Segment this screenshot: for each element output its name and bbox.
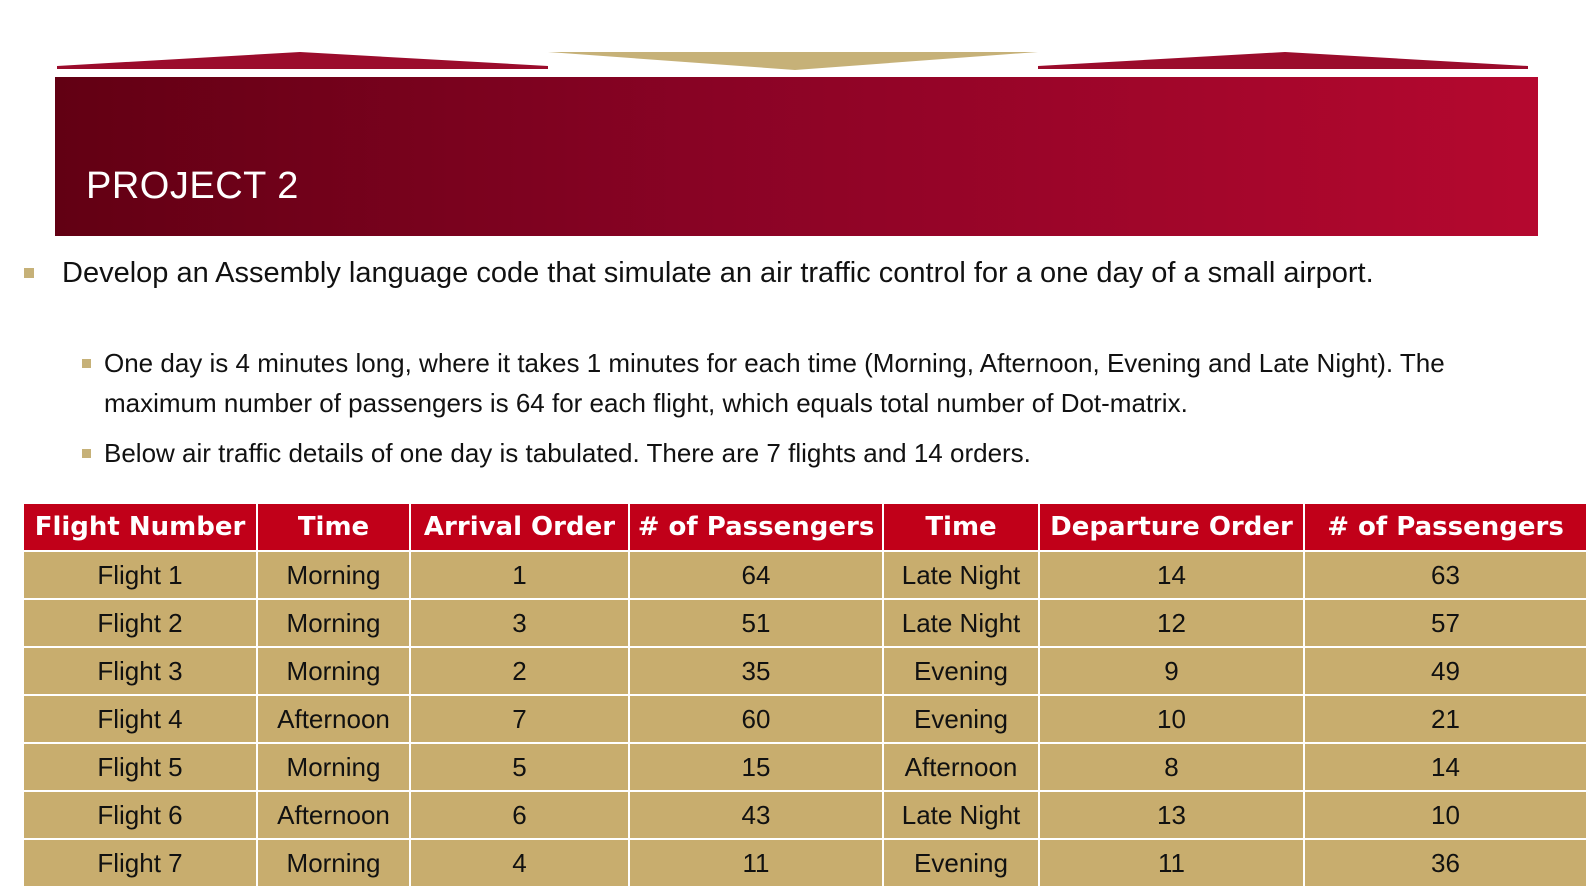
cell: 5 bbox=[410, 743, 629, 791]
cell: 13 bbox=[1039, 791, 1304, 839]
cell: Flight 6 bbox=[23, 791, 257, 839]
cell: 8 bbox=[1039, 743, 1304, 791]
cell: Late Night bbox=[883, 551, 1039, 599]
cell: Late Night bbox=[883, 791, 1039, 839]
header-decoration bbox=[0, 0, 1592, 80]
cell: Flight 4 bbox=[23, 695, 257, 743]
header-departure-time: Time bbox=[883, 503, 1039, 551]
cell: Morning bbox=[257, 647, 410, 695]
cell: Flight 7 bbox=[23, 839, 257, 887]
header-departure-order: Departure Order bbox=[1039, 503, 1304, 551]
sub-bullet-square-icon bbox=[82, 449, 91, 458]
cell: 10 bbox=[1304, 791, 1587, 839]
cell: 21 bbox=[1304, 695, 1587, 743]
table-header-row bbox=[23, 503, 1587, 551]
flight-table bbox=[22, 502, 1588, 888]
bullet-main: Develop an Assembly language code that simulate an air traffic control for a one day of a small airport. bbox=[62, 257, 1374, 289]
table-row bbox=[23, 791, 1587, 839]
cell: 10 bbox=[1039, 695, 1304, 743]
table-row bbox=[23, 695, 1587, 743]
cell: Flight 2 bbox=[23, 599, 257, 647]
cell: 11 bbox=[629, 839, 883, 887]
cell: Evening bbox=[883, 647, 1039, 695]
cell: Evening bbox=[883, 839, 1039, 887]
sub-bullet-2: Below air traffic details of one day is tabulated. There are 7 flights and 14 orders. bbox=[104, 438, 1031, 468]
table-row bbox=[23, 599, 1587, 647]
cell: 15 bbox=[629, 743, 883, 791]
cell: 14 bbox=[1304, 743, 1587, 791]
header-departure-passengers: # of Passengers bbox=[1304, 503, 1587, 551]
cell: Afternoon bbox=[257, 695, 410, 743]
cell: 60 bbox=[629, 695, 883, 743]
cell: 51 bbox=[629, 599, 883, 647]
title-band bbox=[55, 77, 1538, 236]
cell: Flight 5 bbox=[23, 743, 257, 791]
cell: 14 bbox=[1039, 551, 1304, 599]
left-ribbon bbox=[57, 52, 548, 69]
cell: 35 bbox=[629, 647, 883, 695]
cell: 36 bbox=[1304, 839, 1587, 887]
cell: 3 bbox=[410, 599, 629, 647]
cell: 11 bbox=[1039, 839, 1304, 887]
table-row bbox=[23, 839, 1587, 887]
center-ribbon bbox=[548, 52, 1038, 70]
cell: Evening bbox=[883, 695, 1039, 743]
cell: 2 bbox=[410, 647, 629, 695]
table-row bbox=[23, 743, 1587, 791]
cell: 6 bbox=[410, 791, 629, 839]
cell: Afternoon bbox=[257, 791, 410, 839]
header-arrival-order: Arrival Order bbox=[410, 503, 629, 551]
sub-bullet-1: One day is 4 minutes long, where it takes 1 minutes for each time (Morning, Afternoon, Evening and Late Night). The maximum number of passengers is 64 for each flight, which equals total number of Dot-matrix. bbox=[104, 348, 1445, 418]
cell: 9 bbox=[1039, 647, 1304, 695]
cell: 1 bbox=[410, 551, 629, 599]
cell: 64 bbox=[629, 551, 883, 599]
header-flight-number: Flight Number bbox=[23, 503, 257, 551]
header-arrival-time: Time bbox=[257, 503, 410, 551]
cell: 4 bbox=[410, 839, 629, 887]
cell: 49 bbox=[1304, 647, 1587, 695]
table-row bbox=[23, 647, 1587, 695]
cell: Late Night bbox=[883, 599, 1039, 647]
cell: Afternoon bbox=[883, 743, 1039, 791]
cell: Flight 1 bbox=[23, 551, 257, 599]
cell: 12 bbox=[1039, 599, 1304, 647]
cell: 63 bbox=[1304, 551, 1587, 599]
slide-title: PROJECT 2 bbox=[86, 165, 299, 207]
cell: 57 bbox=[1304, 599, 1587, 647]
sub-bullet-square-icon bbox=[82, 359, 91, 368]
cell: Flight 3 bbox=[23, 647, 257, 695]
cell: 43 bbox=[629, 791, 883, 839]
cell: 7 bbox=[410, 695, 629, 743]
header-arrival-passengers: # of Passengers bbox=[629, 503, 883, 551]
right-ribbon bbox=[1038, 52, 1528, 69]
cell: Morning bbox=[257, 743, 410, 791]
bullet-square-icon bbox=[24, 268, 34, 278]
cell: Morning bbox=[257, 599, 410, 647]
cell: Morning bbox=[257, 839, 410, 887]
cell: Morning bbox=[257, 551, 410, 599]
table-row bbox=[23, 551, 1587, 599]
